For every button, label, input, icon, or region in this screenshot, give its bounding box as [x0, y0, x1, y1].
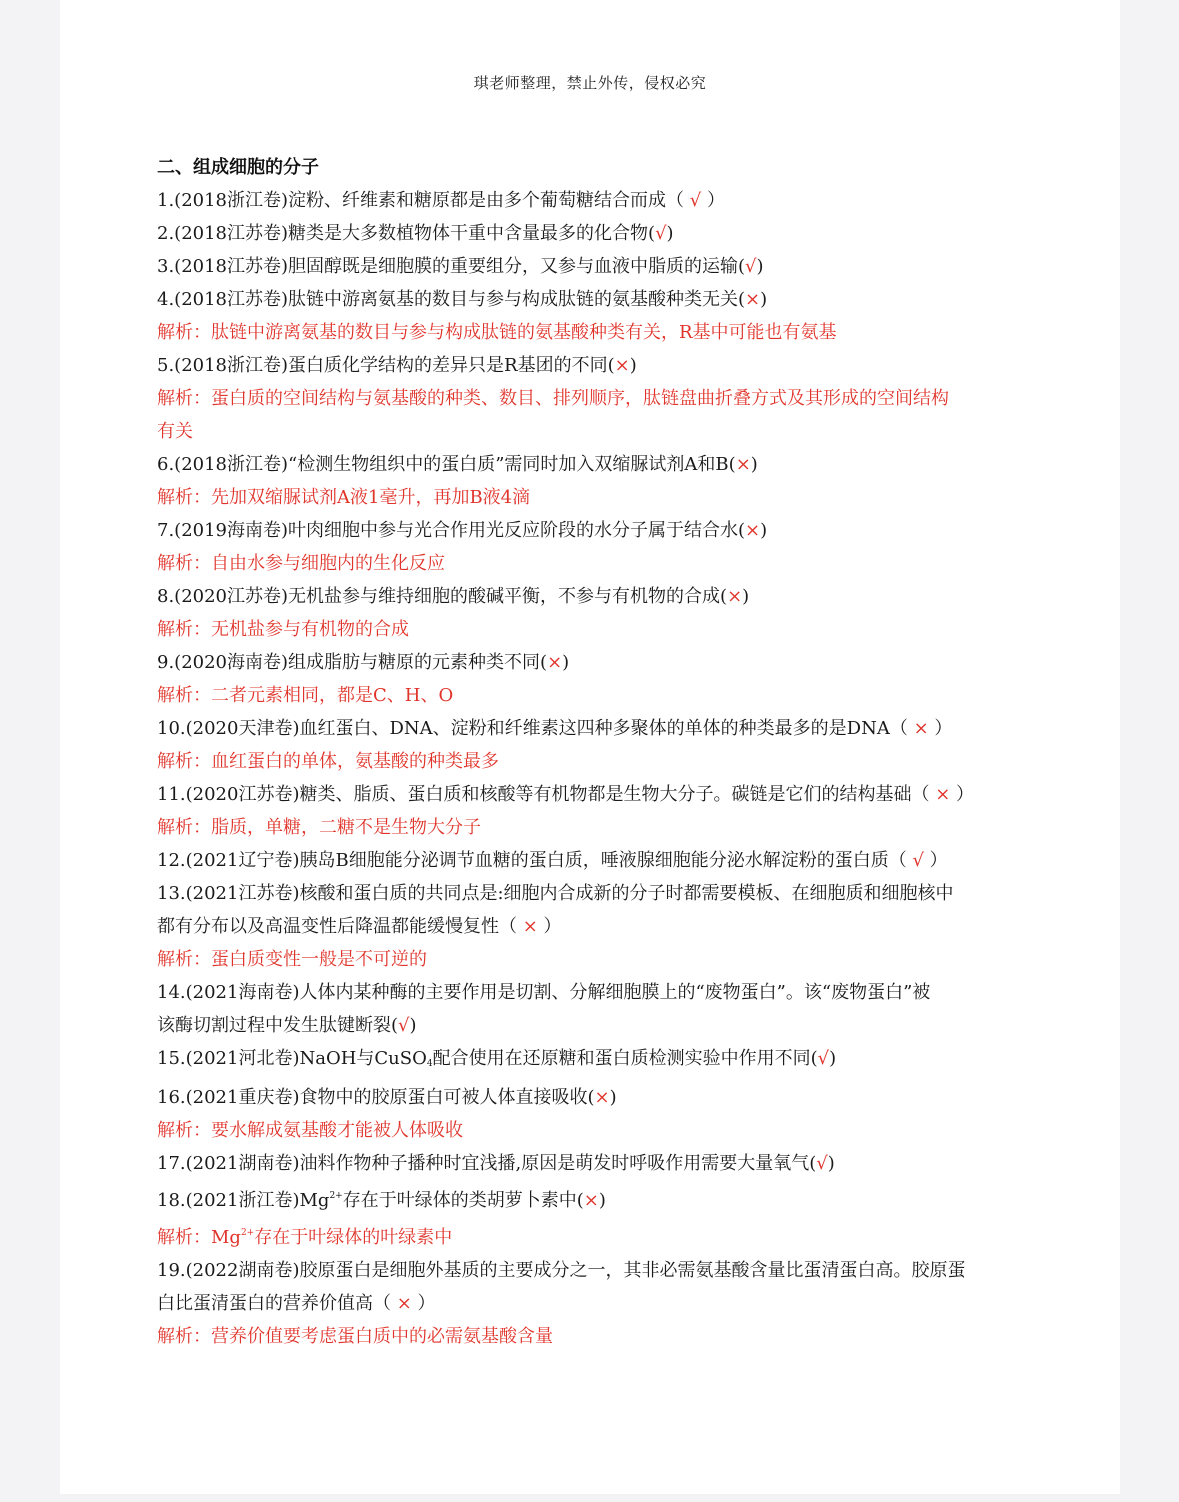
analysis-line: 解析：血红蛋白的单体，氨基酸的种类最多: [157, 751, 499, 772]
analysis-line: 有关: [157, 421, 193, 442]
answer-mark: ×: [614, 355, 630, 376]
question-line: 7.(2019海南卷)叶肉细胞中参与光合作用光反应阶段的水分子属于结合水(×): [157, 520, 768, 541]
answer-mark: ×: [727, 586, 743, 607]
analysis-line: 解析：肽链中游离氨基的数目与参与构成肽链的氨基酸种类有关，R基中可能也有氨基: [157, 322, 837, 343]
answer-mark: ×: [745, 520, 761, 541]
answer-mark: ×: [391, 1293, 412, 1314]
section-title: 二、组成细胞的分子: [157, 157, 319, 178]
superscript: 2+: [329, 1191, 343, 1201]
answer-mark: √: [398, 1015, 410, 1036]
superscript: 2+: [240, 1228, 255, 1238]
analysis-line: 解析：要水解成氨基酸才能被人体吸收: [157, 1120, 463, 1141]
header-watermark: 琪老师整理，禁止外传，侵权必究: [473, 74, 707, 92]
question-line: 白比蛋清蛋白的营养价值高（ × ）: [157, 1293, 436, 1314]
analysis-line: 解析：先加双缩脲试剂A液1毫升，再加B液4滴: [157, 487, 531, 508]
question-line: 19.(2022湖南卷)胶原蛋白是细胞外基质的主要成分之一，其非必需氨基酸含量比蛋清蛋白高。胶原蛋: [157, 1260, 966, 1281]
answer-mark: ×: [517, 916, 538, 937]
answer-mark: √: [655, 223, 667, 244]
answer-mark: ×: [583, 1190, 599, 1211]
question-line: 11.(2020江苏卷)糖类、脂质、蛋白质和核酸等有机物都是生物大分子。碳链是它们的结构基础（ × ）: [157, 784, 975, 805]
answer-mark: √: [745, 256, 757, 277]
answer-mark: ×: [907, 718, 929, 739]
question-line: 8.(2020江苏卷)无机盐参与维持细胞的酸碱平衡，不参与有机物的合成(×): [157, 586, 750, 607]
question-line: 9.(2020海南卷)组成脂肪与糖原的元素种类不同(×): [157, 652, 570, 673]
analysis-line: 解析：自由水参与细胞内的生化反应: [157, 553, 445, 574]
answer-mark: ×: [929, 784, 951, 805]
question-line: 都有分布以及高温变性后降温都能缓慢复性（ × ）: [157, 916, 562, 937]
question-line: 该酶切割过程中发生肽键断裂(√): [157, 1015, 417, 1036]
document-page: [60, 0, 1120, 1494]
analysis-line: 解析：蛋白质变性一般是不可逆的: [157, 949, 427, 970]
question-line: 18.(2021浙江卷)$Mg^{2+}$存在于叶绿体的类胡萝卜素中(×): [157, 1190, 606, 1211]
question-line: 3.(2018江苏卷)胆固醇既是细胞膜的重要组分，又参与血液中脂质的运输(√): [157, 256, 764, 277]
answer-mark: ×: [745, 289, 761, 310]
question-line: 12.(2021辽宁卷)胰岛B细胞能分泌调节血糖的蛋白质，唾液腺细胞能分泌水解淀粉的蛋白质（ √ ）: [157, 850, 948, 871]
question-line: 16.(2021重庆卷)食物中的胶原蛋白可被人体直接吸收(×): [157, 1087, 617, 1108]
analysis-line: 解析：$Mg^{2+}$存在于叶绿体的叶绿素中: [157, 1227, 453, 1248]
question-line: 15.(2021河北卷)NaOH与CuSO$_4$配合使用在还原糖和蛋白质检测实验中作用不同(√): [157, 1048, 837, 1069]
answer-mark: ×: [594, 1087, 610, 1108]
answer-mark: √: [817, 1048, 830, 1069]
question-line: 2.(2018江苏卷)糖类是大多数植物体干重中含量最多的化合物(√): [157, 223, 674, 244]
answer-mark: ×: [735, 454, 751, 475]
question-line: 17.(2021湖南卷)油料作物种子播种时宜浅播,原因是萌发时呼吸作用需要大量氧气(√): [157, 1153, 835, 1174]
analysis-line: 解析：蛋白质的空间结构与氨基酸的种类、数目、排列顺序，肽链盘曲折叠方式及其形成的空间结构: [157, 388, 949, 409]
answer-mark: ×: [547, 652, 563, 673]
question-line: 6.(2018浙江卷)“检测生物组织中的蛋白质”需同时加入双缩脲试剂A和B(×): [157, 454, 758, 475]
analysis-line: 解析：二者元素相同，都是C、H、O: [157, 685, 454, 706]
question-line: 5.(2018浙江卷)蛋白质化学结构的差异只是R基团的不同(×): [157, 355, 637, 376]
analysis-line: 解析：无机盐参与有机物的合成: [157, 619, 409, 640]
question-line: 13.(2021江苏卷)核酸和蛋白质的共同点是:细胞内合成新的分子时都需要模板、在细胞质和细胞核中: [157, 883, 954, 904]
answer-mark: √: [684, 190, 702, 211]
answer-mark: √: [816, 1153, 828, 1174]
answer-mark: √: [906, 850, 924, 871]
analysis-line: 解析：脂质，单糖，二糖不是生物大分子: [157, 817, 481, 838]
content-body: [157, 151, 1027, 1353]
question-line: 4.(2018江苏卷)肽链中游离氨基的数目与参与构成肽链的氨基酸种类无关(×): [157, 289, 768, 310]
question-line: 1.(2018浙江卷)淀粉、纤维素和糖原都是由多个葡萄糖结合而成（ √ ）: [157, 190, 725, 211]
question-line: 10.(2020天津卷)血红蛋白、DNA、淀粉和纤维素这四种多聚体的单体的种类最多的是DNA（ × ）: [157, 718, 953, 739]
subscript: 4: [426, 1059, 433, 1069]
analysis-line: 解析：营养价值要考虑蛋白质中的必需氨基酸含量: [157, 1326, 553, 1347]
question-line: 14.(2021海南卷)人体内某种酶的主要作用是切割、分解细胞膜上的“废物蛋白”。该“废物蛋白”被: [157, 982, 931, 1003]
